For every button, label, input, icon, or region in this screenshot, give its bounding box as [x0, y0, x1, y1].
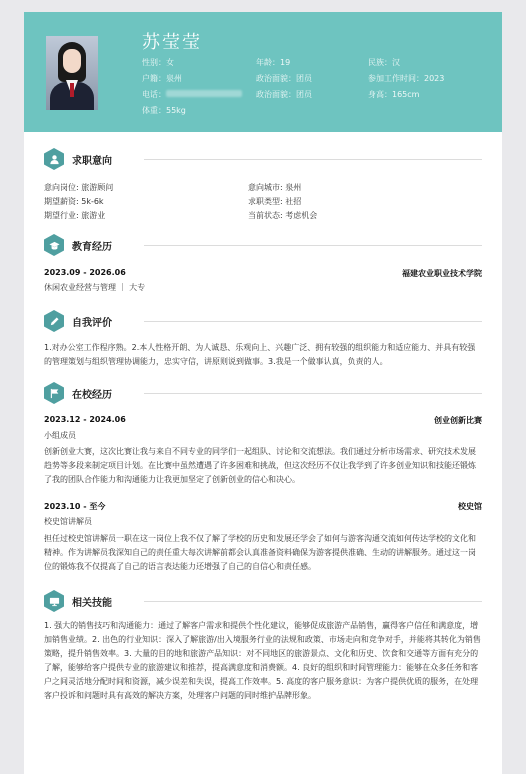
- section-self-header: [44, 310, 482, 332]
- info-weight: 体重：55kg: [142, 106, 186, 115]
- section-education-header: [44, 234, 482, 256]
- info-political-2: 政治面貌：团员: [256, 90, 312, 99]
- info-height: 身高：165cm: [368, 90, 420, 99]
- intent-city: 意向城市: 泉州: [248, 183, 302, 192]
- flag-icon: [44, 382, 64, 404]
- profile-photo: [46, 36, 98, 110]
- candidate-name: 苏莹莹: [142, 32, 202, 53]
- section-title: 自我评价: [72, 318, 112, 329]
- campus-role: 小组成员: [44, 431, 76, 440]
- section-campus-header: [44, 382, 482, 404]
- campus-role: 校史馆讲解员: [44, 517, 92, 526]
- campus-desc: 创新创业大赛，这次比赛让我与来自不同专业的同学们一起组队、讨论和交流想法。我们通过分析市场需求、研究技术发展趋势等多段来制定项目计划。在比赛中虽然遭遇了许多困难和挑战，但这次经历不仅让我学到了许多创业知识和技能还锻炼了我的团队合作能力和沟通能力让我更加坚定了创新创业的信心和决心。: [44, 447, 476, 484]
- person-icon: [44, 148, 64, 170]
- divider: [144, 245, 482, 246]
- section-title: 求职意向: [72, 156, 112, 167]
- intent-type: 求职类型: 社招: [248, 197, 302, 206]
- campus-period: 2023.12 - 2024.06: [44, 415, 126, 424]
- intent-status: 当前状态: 考虑机会: [248, 211, 318, 220]
- resume-page: [24, 12, 502, 774]
- campus-desc: 担任过校史馆讲解员一职在这一岗位上我不仅了解了学校的历史和发展还学会了如何与游客沟通交流如何传达学校的文化和精神。作为讲解员我深知自己的责任重大每次讲解前都会认真准备资料确保为游客提供准确、生动的讲解服务。通过这一岗位的锻炼我不仅提高了自己的语言表达能力还增强了自己的自信心和责任感。: [44, 534, 476, 571]
- header-banner: [24, 12, 502, 132]
- section-intent-header: [44, 148, 482, 170]
- intent-industry: 期望行业: 旅游业: [44, 211, 106, 220]
- info-ethnicity: 民族：汉: [368, 58, 400, 67]
- campus-org: 创业创新比赛: [434, 416, 482, 425]
- info-age: 年龄：19: [256, 58, 291, 67]
- intent-salary: 期望薪资: 5k-6k: [44, 197, 104, 206]
- education-school: 福建农业职业技术学院: [402, 269, 482, 278]
- info-gender: 性别：女: [142, 58, 174, 67]
- section-skills-header: [44, 590, 482, 612]
- section-title: 教育经历: [72, 242, 112, 253]
- divider: [144, 321, 482, 322]
- self-evaluation-text: 1.对办公室工作程序熟。2.本人性格开朗、为人诚恳、乐观向上、兴趣广泛、拥有较强的组织能力和适应能力、并具有较强的管理策划与组织管理协调能力，忠实守信，讲原则说到做事。3.我是一个做事认真，负责的人。: [44, 343, 476, 366]
- graduation-cap-icon: [44, 234, 64, 256]
- divider: [144, 159, 482, 160]
- info-hukou: 户籍：泉州: [142, 74, 182, 83]
- section-title: 相关技能: [72, 598, 112, 609]
- campus-period: 2023.10 - 至今: [44, 502, 106, 511]
- pencil-icon: [44, 310, 64, 332]
- education-period: 2023.09 - 2026.06: [44, 268, 126, 277]
- info-political: 政治面貌：团员: [256, 74, 312, 83]
- section-title: 在校经历: [72, 390, 112, 401]
- intent-position: 意向岗位: 旅游顾问: [44, 183, 114, 192]
- info-phone: 电话：: [142, 89, 242, 100]
- divider: [144, 601, 482, 602]
- info-work-start: 参加工作时间：2023: [368, 74, 445, 83]
- skills-text: 1. 强大的销售技巧和沟通能力：通过了解客户需求和提供个性化建议，能够促成旅游产品销售，赢得客户信任和满意度，增加销售业绩。2. 出色的行业知识：深入了解旅游/出入境服务行业的法规和政策、市场走向和竞争对手，并能将其转化为销售策略，提升销售效率。3. 大量的目的地和旅游产品知识：对不同地区的旅游景点、文化和历史、饮食和交通等方面有充分的了解，能够给客户提供专业的旅游建议和推荐，提高满意度和消费额。4. 良好的组织和时间管理能力：能够在众多任务和客户之间灵活地分配时间和资源，减少误差和失误，提高工作效率。5. 高度的客户服务意识：为客户提供优质的服务，在处理客户投诉和问题时具有高效的解决方案，处理客户问题的同时维护品牌形象。: [44, 621, 481, 700]
- monitor-icon: [44, 590, 64, 612]
- education-major: 休闲农业经营与管理 ｜ 大专: [44, 283, 146, 292]
- campus-org: 校史馆: [458, 502, 482, 511]
- divider: [144, 393, 482, 394]
